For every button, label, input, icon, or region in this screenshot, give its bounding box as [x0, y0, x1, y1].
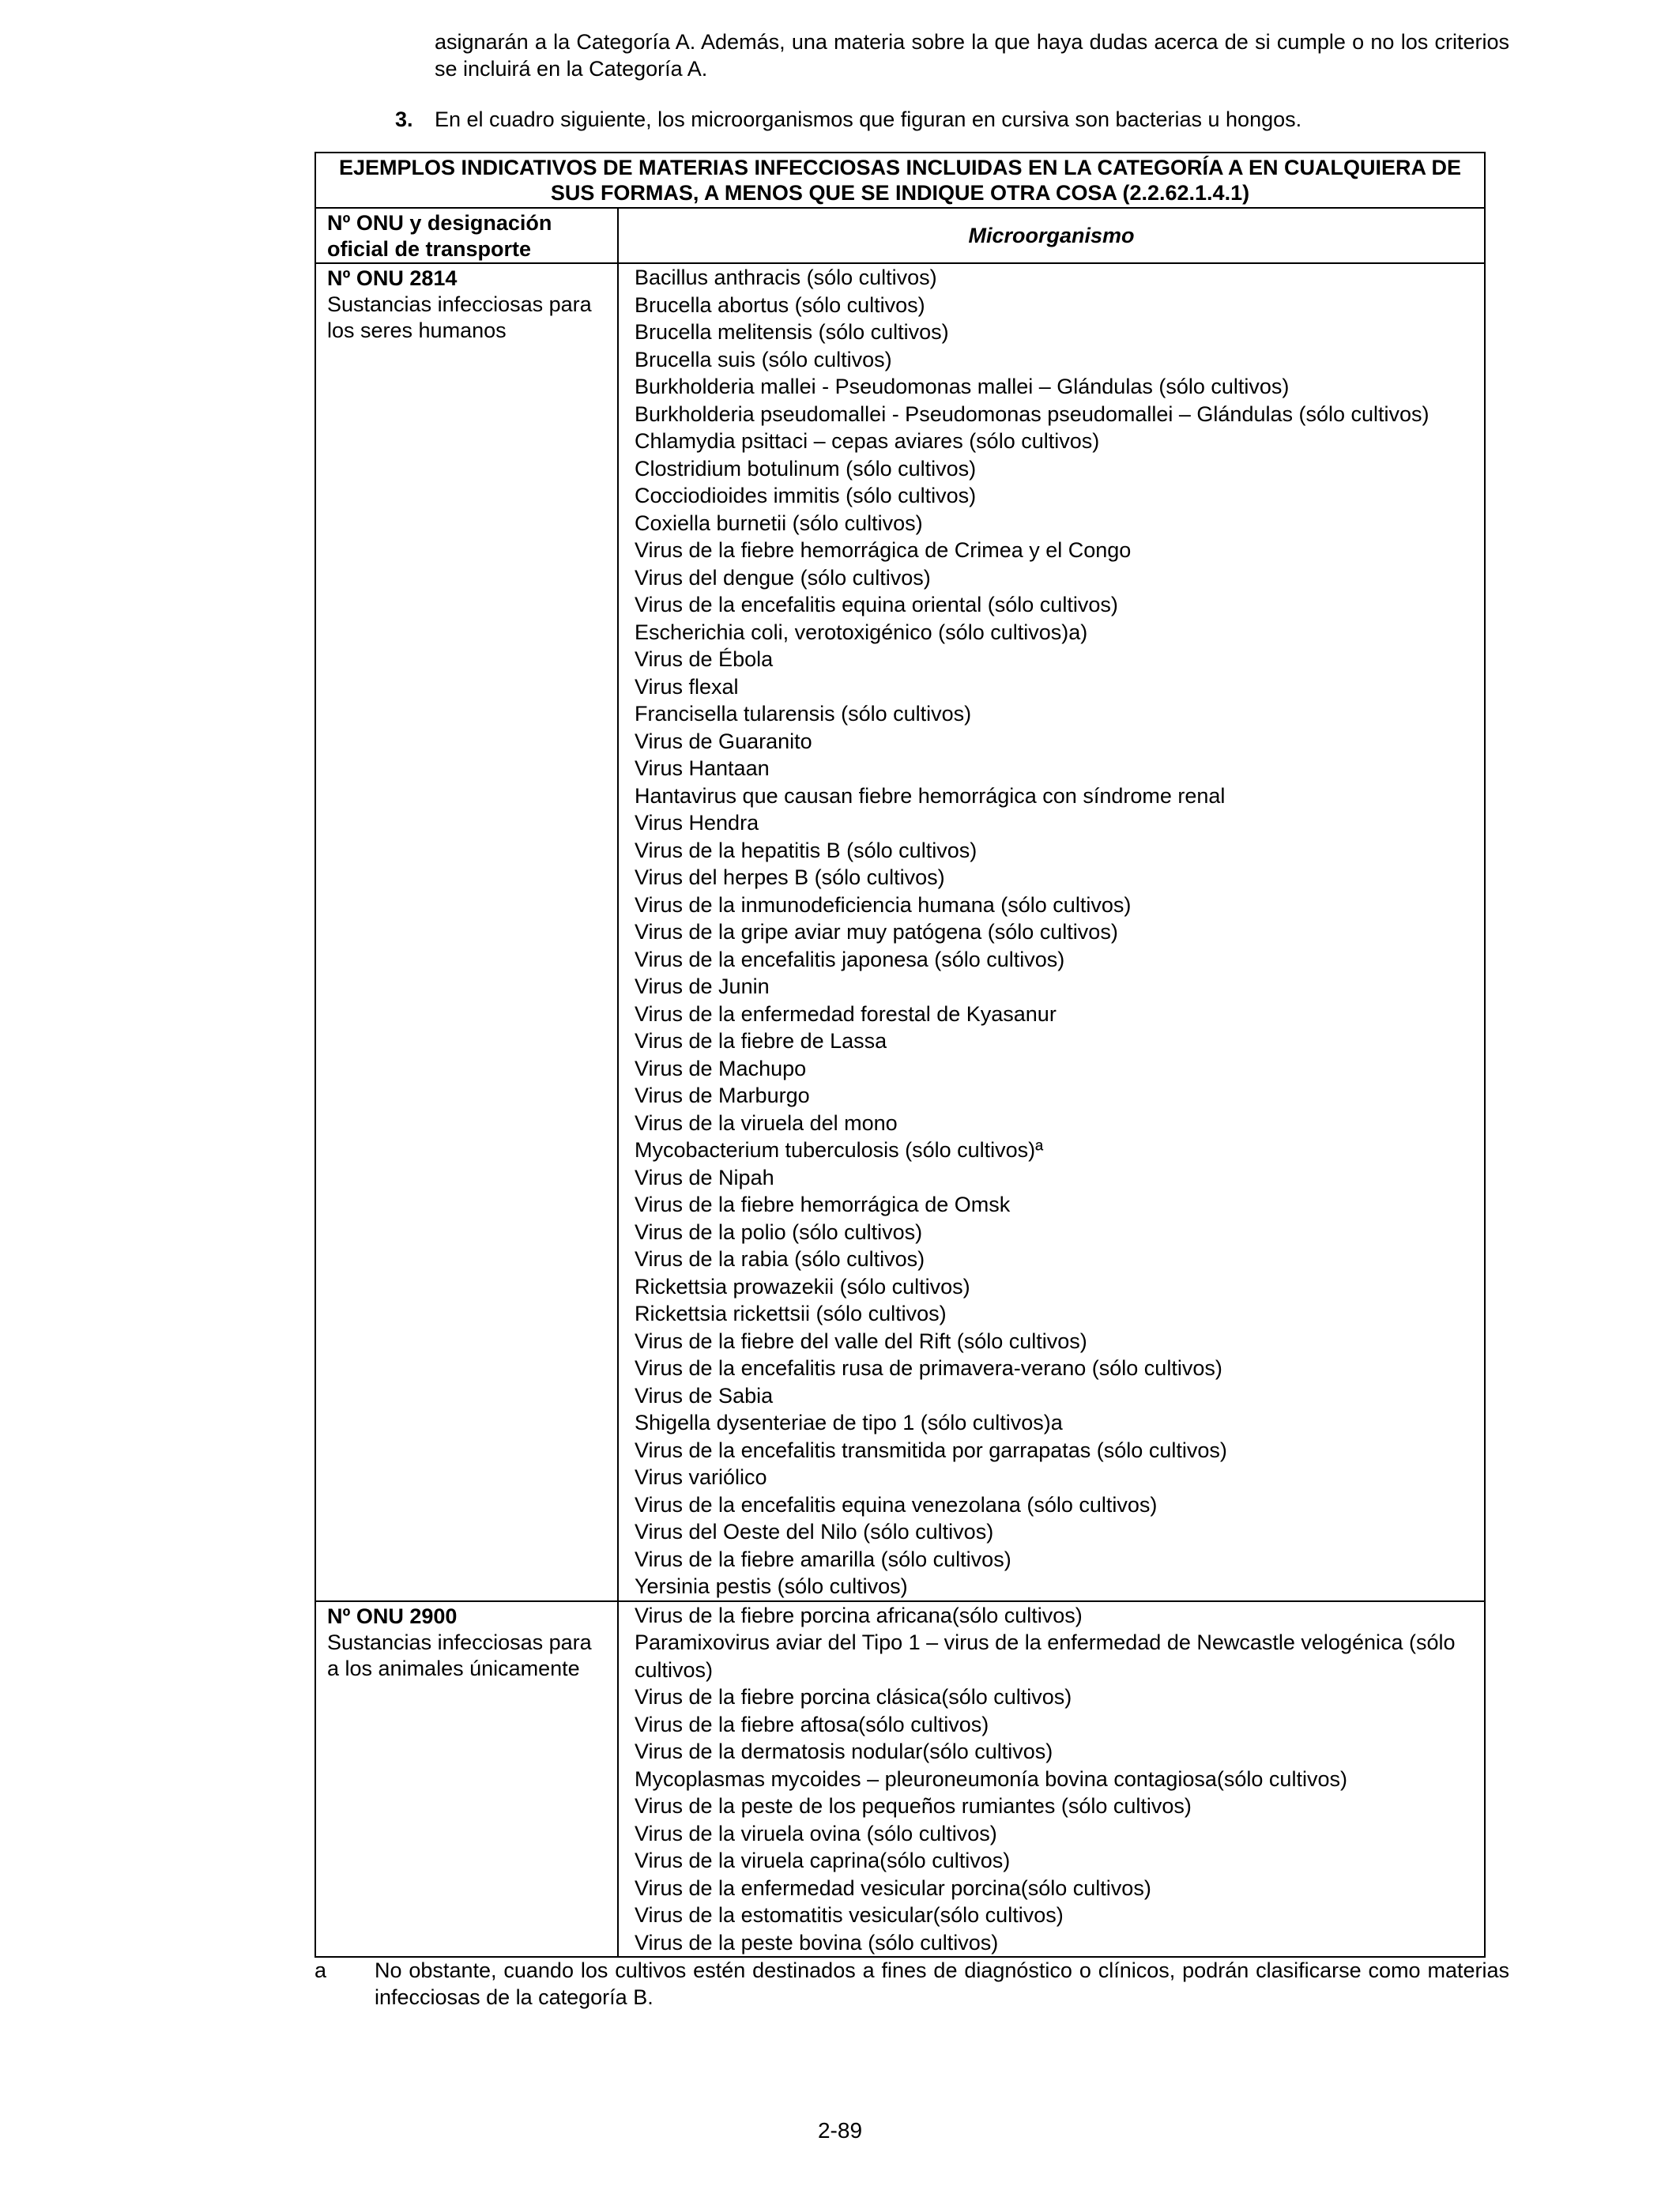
microorganism-item: Mycoplasmas mycoides – pleuroneumonía bovina contagiosa(sólo cultivos) — [635, 1766, 1347, 1791]
microorganism-item: Virus de la encefalitis rusa de primavera-verano (sólo cultivos) — [635, 1356, 1222, 1380]
microorganism-item: Virus flexal — [635, 674, 739, 699]
microorganism-item: Escherichia coli, verotoxigénico (sólo cultivos)a) — [635, 620, 1088, 644]
un-description: Sustancias infecciosas para a los animales únicamente — [327, 1630, 592, 1680]
microorganism-item: Virus de la fiebre porcina africana(sólo cultivos) — [635, 1603, 1083, 1627]
microorganism-item: Virus de Junin — [635, 974, 770, 998]
microorganism-item: Cocciodioides immitis (sólo cultivos) — [635, 484, 977, 507]
microorganism-item: Virus de la fiebre del valle del Rift (sólo cultivos) — [635, 1329, 1087, 1353]
un-description: Sustancias infecciosas para los seres humanos — [327, 292, 592, 342]
list-item-3 — [395, 106, 1517, 133]
microorganism-item: Virus de Machupo — [635, 1056, 807, 1080]
microorganism-item: Virus de la fiebre amarilla (sólo cultivos) — [635, 1547, 1011, 1571]
un-designation-cell — [315, 1601, 618, 1958]
microorganism-item: Virus de la estomatitis vesicular(sólo cultivos) — [635, 1903, 1064, 1927]
microorganism-item: Virus del herpes B (sólo cultivos) — [635, 865, 945, 889]
microorganism-item: Hantavirus que causan fiebre hemorrágica con síndrome renal — [635, 783, 1226, 808]
table-row-un2900 — [315, 1601, 1485, 1958]
microorganism-item: Virus de la gripe aviar muy patógena (sólo cultivos) — [635, 920, 1118, 944]
microorganism-item: Chlamydia psittaci – cepas aviares (sólo cultivos) — [635, 429, 1100, 453]
list-item-text: En el cuadro siguiente, los microorganismos que figuran en cursiva son bacterias u hongos. — [435, 107, 1302, 131]
microorganism-item: Rickettsia rickettsii (sólo cultivos) — [635, 1302, 947, 1325]
microorganism-list — [618, 1601, 1485, 1958]
microorganism-item: Virus de la peste de los pequeños rumiantes (sólo cultivos) — [635, 1794, 1192, 1818]
list-item-number: 3. — [395, 107, 413, 131]
infectious-substances-table — [315, 152, 1486, 1958]
microorganism-item: Francisella tularensis (sólo cultivos) — [635, 702, 972, 726]
microorganism-item: Virus del Oeste del Nilo (sólo cultivos) — [635, 1520, 994, 1544]
microorganism-item: Yersinia pestis (sólo cultivos) — [635, 1574, 908, 1598]
microorganism-item: Virus de la enfermedad vesicular porcina(sólo cultivos) — [635, 1875, 1151, 1900]
microorganism-item: Virus de la fiebre de Lassa — [635, 1029, 887, 1053]
microorganism-item: Virus del dengue (sólo cultivos) — [635, 565, 931, 590]
microorganism-item: Virus de la fiebre hemorrágica de Omsk — [635, 1193, 1011, 1216]
microorganism-item: Virus de Ébola — [635, 647, 774, 671]
footnote-mark: a — [315, 1958, 327, 1982]
microorganism-item: Coxiella burnetii (sólo cultivos) — [635, 511, 923, 535]
microorganism-item: Paramixovirus aviar del Tipo 1 – virus de la enfermedad de Newcastle velogénica (sólo cultivos) — [635, 1630, 1456, 1682]
microorganism-item: Virus variólico — [635, 1465, 767, 1489]
microorganism-item: Virus de la encefalitis transmitida por garrapatas (sólo cultivos) — [635, 1438, 1227, 1462]
microorganism-item: Brucella suis (sólo cultivos) — [635, 347, 892, 371]
microorganism-item: Shigella dysenteriae de tipo 1 (sólo cultivos)a — [635, 1411, 1063, 1434]
microorganism-item: Virus de Marburgo — [635, 1084, 810, 1107]
microorganism-item: Virus de la peste bovina (sólo cultivos) — [635, 1930, 999, 1955]
un-number: Nº ONU 2900 — [327, 1604, 458, 1628]
microorganism-item: Virus de la enfermedad forestal de Kyasanur — [635, 1001, 1057, 1026]
table-title: EJEMPLOS INDICATIVOS DE MATERIAS INFECCIOSAS INCLUIDAS EN LA CATEGORÍA A EN CUALQUIERA DE SUS FORMAS, A MENOS QUE SE INDIQUE OTRA COSA (2.2.62.1.4.1) — [315, 153, 1485, 208]
intro-paragraph: asignarán a la Categoría A. Además, una materia sobre la que haya dudas acerca de si cumple o no los criterios se incluirá en la Categoría A. — [435, 30, 1509, 81]
un-number: Nº ONU 2814 — [327, 266, 458, 290]
microorganism-item: Virus de la hepatitis B (sólo cultivos) — [635, 838, 977, 862]
footnote-text: No obstante, cuando los cultivos estén destinados a fines de diagnóstico o clínicos, podrán clasificarse como materias infecciosas de la categoría B. — [375, 1958, 1509, 2009]
table-row-un2814 — [315, 263, 1485, 1601]
microorganism-item: Virus de la dermatosis nodular(sólo cultivos) — [635, 1740, 1053, 1763]
microorganism-item: Bacillus anthracis (sólo cultivos) — [635, 266, 937, 289]
microorganism-list — [618, 263, 1485, 1601]
column-header-un-number: Nº ONU y designación oficial de transporte — [315, 208, 618, 263]
microorganism-item: Mycobacterium tuberculosis (sólo cultivos)ª — [635, 1138, 1044, 1162]
microorganism-item: Virus de la viruela caprina(sólo cultivos) — [635, 1849, 1011, 1872]
microorganism-item: Virus de la fiebre aftosa(sólo cultivos) — [635, 1712, 989, 1736]
footnote — [315, 1957, 1509, 2011]
microorganism-item: Virus de la rabia (sólo cultivos) — [635, 1247, 925, 1271]
microorganism-item: Rickettsia prowazekii (sólo cultivos) — [635, 1274, 970, 1299]
microorganism-item: Virus de la fiebre porcina clásica(sólo cultivos) — [635, 1685, 1072, 1709]
microorganism-item: Virus de la encefalitis equina venezolana (sólo cultivos) — [635, 1492, 1158, 1517]
un-designation-cell — [315, 263, 618, 1601]
microorganism-item: Virus de Guaranito — [635, 729, 812, 753]
microorganism-item: Virus de la encefalitis japonesa (sólo cultivos) — [635, 947, 1065, 971]
microorganism-item: Burkholderia pseudomallei - Pseudomonas pseudomallei – Glándulas (sólo cultivos) — [635, 401, 1430, 426]
microorganism-item: Virus de Sabia — [635, 1383, 774, 1408]
microorganism-item: Virus de la polio (sólo cultivos) — [635, 1220, 923, 1244]
microorganism-item: Virus de la viruela del mono — [635, 1110, 898, 1135]
microorganism-item: Virus de Nipah — [635, 1165, 774, 1189]
microorganism-item: Virus de la inmunodeficiencia humana (sólo cultivos) — [635, 892, 1132, 917]
column-header-microorganism: Microorganismo — [618, 208, 1485, 263]
microorganism-item: Virus de la viruela ovina (sólo cultivos) — [635, 1821, 997, 1845]
microorganism-item: Brucella abortus (sólo cultivos) — [635, 292, 925, 317]
page-number: 2-89 — [817, 2118, 863, 2143]
microorganism-item: Virus de la fiebre hemorrágica de Crimea y el Congo — [635, 538, 1132, 562]
microorganism-item: Brucella melitensis (sólo cultivos) — [635, 320, 949, 344]
microorganism-item: Clostridium botulinum (sólo cultivos) — [635, 456, 977, 481]
microorganism-item: Virus de la encefalitis equina oriental (sólo cultivos) — [635, 593, 1118, 616]
microorganism-item: Virus Hantaan — [635, 756, 770, 780]
microorganism-item: Virus Hendra — [635, 811, 759, 835]
microorganism-item: Burkholderia mallei - Pseudomonas mallei – Glándulas (sólo cultivos) — [635, 375, 1290, 398]
